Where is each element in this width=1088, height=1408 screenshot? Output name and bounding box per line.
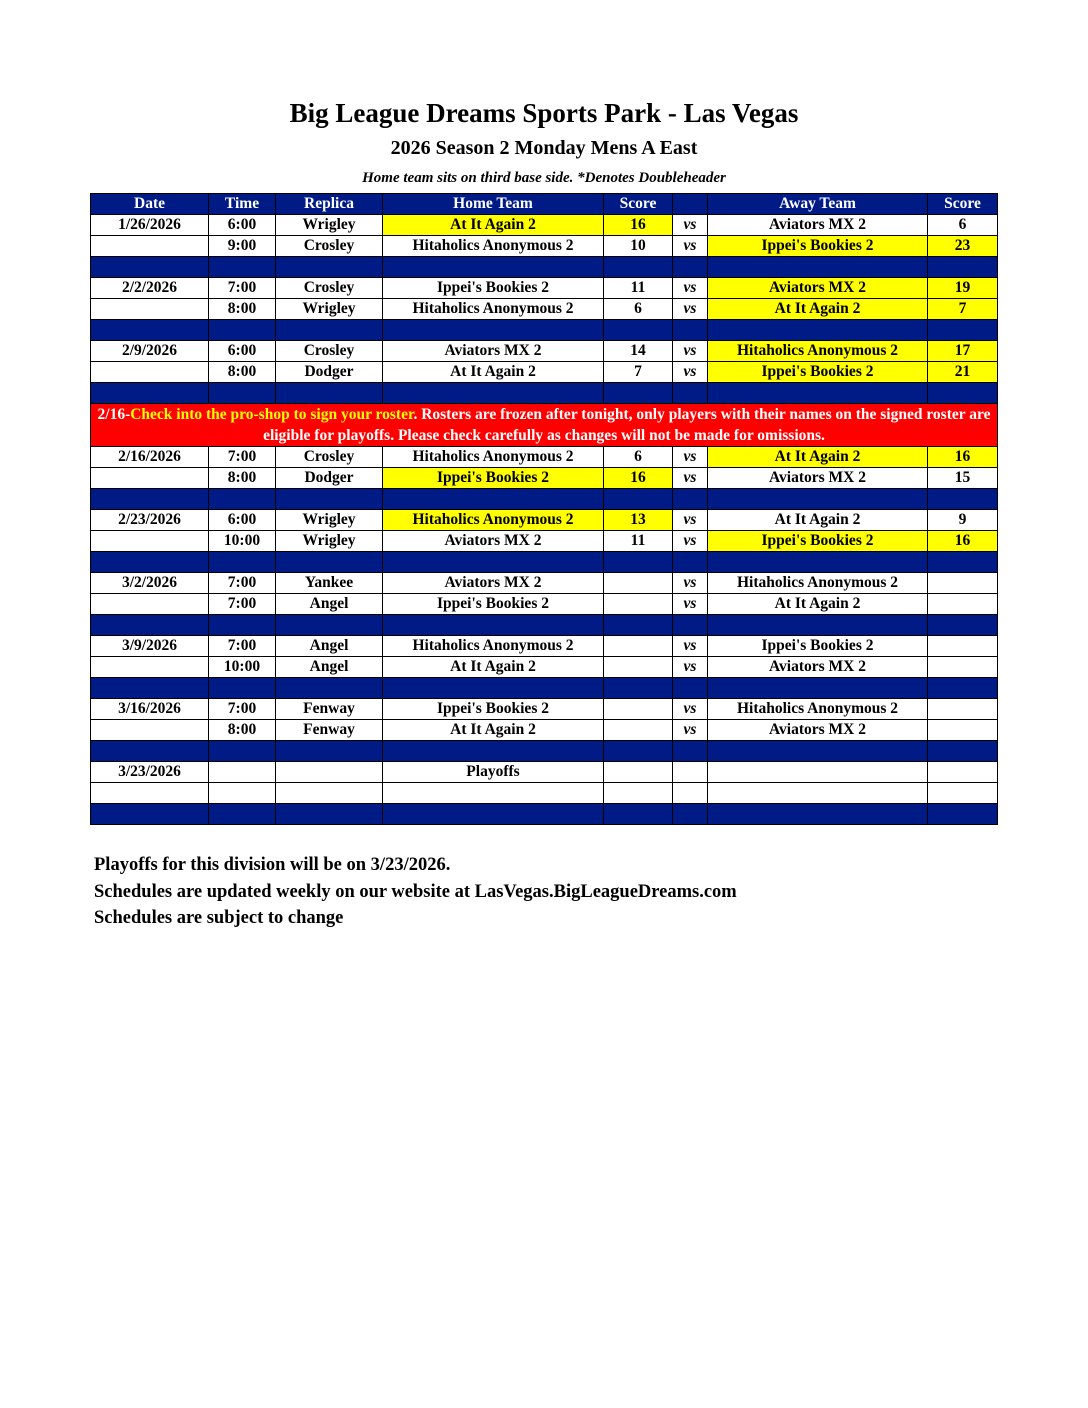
separator-cell xyxy=(276,320,383,341)
schedule-table xyxy=(90,193,998,825)
vs-label: vs xyxy=(673,636,708,657)
vs-label: vs xyxy=(673,362,708,383)
game-time: 7:00 xyxy=(209,636,276,657)
game-row xyxy=(91,594,998,615)
separator-cell xyxy=(383,383,604,404)
game-time: 8:00 xyxy=(209,468,276,489)
field-name: Fenway xyxy=(276,720,383,741)
separator-cell xyxy=(91,552,209,573)
game-time: 6:00 xyxy=(209,510,276,531)
home-score: 10 xyxy=(604,236,673,257)
separator-cell xyxy=(209,615,276,636)
away-team: Hitaholics Anonymous 2 xyxy=(708,341,928,362)
home-team: Ippei's Bookies 2 xyxy=(383,468,604,489)
game-time: 7:00 xyxy=(209,278,276,299)
field-name xyxy=(276,762,383,783)
week-separator-row xyxy=(91,383,998,404)
separator-cell xyxy=(604,552,673,573)
field-name: Fenway xyxy=(276,699,383,720)
field-name: Angel xyxy=(276,657,383,678)
home-score: 7 xyxy=(604,362,673,383)
separator-cell xyxy=(276,257,383,278)
separator-cell xyxy=(91,489,209,510)
separator-cell xyxy=(604,615,673,636)
home-team: Hitaholics Anonymous 2 xyxy=(383,510,604,531)
away-team: Ippei's Bookies 2 xyxy=(708,636,928,657)
page-title: Big League Dreams Sports Park - Las Vegas xyxy=(289,98,799,128)
home-team: At It Again 2 xyxy=(383,215,604,236)
away-score: 15 xyxy=(928,468,998,489)
game-time: 8:00 xyxy=(209,299,276,320)
separator-cell xyxy=(604,678,673,699)
separator-cell xyxy=(708,320,928,341)
vs-label: vs xyxy=(673,278,708,299)
game-date xyxy=(91,468,209,489)
col-header-replica: Replica xyxy=(276,194,383,215)
away-score xyxy=(928,573,998,594)
vs-label: vs xyxy=(673,447,708,468)
separator-cell xyxy=(383,741,604,762)
away-team: Ippei's Bookies 2 xyxy=(708,531,928,552)
week-separator-row xyxy=(91,804,998,825)
separator-cell xyxy=(928,320,998,341)
home-score: 11 xyxy=(604,278,673,299)
separator-cell xyxy=(708,552,928,573)
game-row xyxy=(91,215,998,236)
separator-cell xyxy=(604,320,673,341)
separator-cell xyxy=(91,804,209,825)
game-time xyxy=(209,762,276,783)
game-row xyxy=(91,573,998,594)
footer-line-subject: Schedules are subject to change xyxy=(94,908,344,928)
vs-label xyxy=(673,762,708,783)
away-team: At It Again 2 xyxy=(708,447,928,468)
game-date xyxy=(91,299,209,320)
game-row xyxy=(91,362,998,383)
separator-cell xyxy=(708,741,928,762)
vs-label: vs xyxy=(673,531,708,552)
game-time: 7:00 xyxy=(209,699,276,720)
table-header-row xyxy=(91,194,998,215)
vs-label: vs xyxy=(673,468,708,489)
separator-cell xyxy=(383,615,604,636)
home-score: 6 xyxy=(604,299,673,320)
home-team: Ippei's Bookies 2 xyxy=(383,699,604,720)
col-header-home-team: Home Team xyxy=(383,194,604,215)
home-score: 6 xyxy=(604,447,673,468)
away-team: At It Again 2 xyxy=(708,594,928,615)
game-row xyxy=(91,236,998,257)
separator-cell xyxy=(276,489,383,510)
away-team: Ippei's Bookies 2 xyxy=(708,236,928,257)
week-separator-row xyxy=(91,257,998,278)
separator-cell xyxy=(708,257,928,278)
home-team: Aviators MX 2 xyxy=(383,341,604,362)
separator-cell xyxy=(673,489,708,510)
game-time xyxy=(209,783,276,804)
separator-cell xyxy=(276,383,383,404)
separator-cell xyxy=(276,615,383,636)
game-time: 8:00 xyxy=(209,720,276,741)
field-name: Dodger xyxy=(276,362,383,383)
game-date xyxy=(91,236,209,257)
separator-cell xyxy=(209,678,276,699)
field-name: Crosley xyxy=(276,447,383,468)
home-team: Aviators MX 2 xyxy=(383,531,604,552)
separator-cell xyxy=(383,320,604,341)
away-score xyxy=(928,720,998,741)
notice-highlight: Check into the pro-shop to sign your roster xyxy=(130,406,414,423)
separator-cell xyxy=(708,489,928,510)
separator-cell xyxy=(708,678,928,699)
separator-cell xyxy=(604,804,673,825)
separator-cell xyxy=(276,552,383,573)
home-score xyxy=(604,699,673,720)
separator-cell xyxy=(928,804,998,825)
away-score xyxy=(928,783,998,804)
game-date xyxy=(91,594,209,615)
separator-cell xyxy=(209,489,276,510)
separator-cell xyxy=(276,678,383,699)
home-team: Hitaholics Anonymous 2 xyxy=(383,299,604,320)
home-score: 14 xyxy=(604,341,673,362)
field-name xyxy=(276,783,383,804)
home-team: Ippei's Bookies 2 xyxy=(383,278,604,299)
col-header-home-score: Score xyxy=(604,194,673,215)
separator-cell xyxy=(928,383,998,404)
game-date xyxy=(91,783,209,804)
separator-cell xyxy=(673,678,708,699)
home-team: Hitaholics Anonymous 2 xyxy=(383,236,604,257)
away-score: 19 xyxy=(928,278,998,299)
vs-label xyxy=(673,783,708,804)
home-team: Ippei's Bookies 2 xyxy=(383,594,604,615)
game-time: 10:00 xyxy=(209,531,276,552)
game-time: 6:00 xyxy=(209,215,276,236)
separator-cell xyxy=(209,320,276,341)
field-name: Angel xyxy=(276,594,383,615)
away-score xyxy=(928,636,998,657)
week-separator-row xyxy=(91,678,998,699)
game-date: 3/2/2026 xyxy=(91,573,209,594)
home-score: 13 xyxy=(604,510,673,531)
vs-label: vs xyxy=(673,236,708,257)
game-row xyxy=(91,531,998,552)
home-score: 11 xyxy=(604,531,673,552)
separator-cell xyxy=(383,257,604,278)
field-name: Wrigley xyxy=(276,215,383,236)
game-date: 2/23/2026 xyxy=(91,510,209,531)
vs-label: vs xyxy=(673,299,708,320)
away-score: 7 xyxy=(928,299,998,320)
away-team: Aviators MX 2 xyxy=(708,720,928,741)
game-date: 2/9/2026 xyxy=(91,341,209,362)
vs-label: vs xyxy=(673,720,708,741)
separator-cell xyxy=(604,741,673,762)
separator-cell xyxy=(383,804,604,825)
away-score xyxy=(928,657,998,678)
footer-line-playoffs: Playoffs for this division will be on 3/23/2026. xyxy=(94,855,451,875)
away-score: 16 xyxy=(928,447,998,468)
home-score xyxy=(604,636,673,657)
away-team: Hitaholics Anonymous 2 xyxy=(708,573,928,594)
separator-cell xyxy=(209,257,276,278)
game-time: 9:00 xyxy=(209,236,276,257)
game-time: 10:00 xyxy=(209,657,276,678)
away-team: Aviators MX 2 xyxy=(708,657,928,678)
home-score xyxy=(604,720,673,741)
away-score xyxy=(928,594,998,615)
roster-notice xyxy=(91,404,998,447)
separator-cell xyxy=(928,615,998,636)
game-row xyxy=(91,762,998,783)
separator-cell xyxy=(928,552,998,573)
field-name: Crosley xyxy=(276,236,383,257)
field-name: Crosley xyxy=(276,278,383,299)
vs-label: vs xyxy=(673,510,708,531)
separator-cell xyxy=(928,741,998,762)
page-subtitle: 2026 Season 2 Monday Mens A East xyxy=(390,137,698,159)
separator-cell xyxy=(673,383,708,404)
away-team: Aviators MX 2 xyxy=(708,215,928,236)
footer-notes xyxy=(94,852,737,932)
separator-cell xyxy=(673,741,708,762)
game-date xyxy=(91,657,209,678)
vs-label: vs xyxy=(673,573,708,594)
separator-cell xyxy=(708,383,928,404)
away-team xyxy=(708,762,928,783)
game-time: 7:00 xyxy=(209,573,276,594)
week-separator-row xyxy=(91,741,998,762)
game-date xyxy=(91,720,209,741)
separator-cell xyxy=(209,383,276,404)
notice-text: . Rosters are frozen after tonight, only players with their names on the signed roster are eligible for playoffs. Please check carefully as changes will not be made for omissions. xyxy=(263,406,991,444)
col-header-away-team: Away Team xyxy=(708,194,928,215)
home-team: At It Again 2 xyxy=(383,362,604,383)
field-name: Wrigley xyxy=(276,531,383,552)
game-row xyxy=(91,468,998,489)
field-name: Dodger xyxy=(276,468,383,489)
week-separator-row xyxy=(91,320,998,341)
game-date xyxy=(91,531,209,552)
separator-cell xyxy=(209,552,276,573)
separator-cell xyxy=(383,552,604,573)
away-score xyxy=(928,699,998,720)
home-score xyxy=(604,762,673,783)
vs-label: vs xyxy=(673,215,708,236)
separator-cell xyxy=(604,383,673,404)
field-name: Angel xyxy=(276,636,383,657)
away-team: Aviators MX 2 xyxy=(708,468,928,489)
away-score: 6 xyxy=(928,215,998,236)
home-team: At It Again 2 xyxy=(383,657,604,678)
roster-notice-row xyxy=(91,404,998,447)
away-score: 17 xyxy=(928,341,998,362)
week-separator-row xyxy=(91,552,998,573)
home-score xyxy=(604,783,673,804)
away-score: 16 xyxy=(928,531,998,552)
game-date: 1/26/2026 xyxy=(91,215,209,236)
separator-cell xyxy=(91,320,209,341)
away-team xyxy=(708,783,928,804)
game-row xyxy=(91,657,998,678)
game-date: 3/16/2026 xyxy=(91,699,209,720)
col-header-away-score: Score xyxy=(928,194,998,215)
home-team: Hitaholics Anonymous 2 xyxy=(383,447,604,468)
home-team: Aviators MX 2 xyxy=(383,573,604,594)
home-team: Hitaholics Anonymous 2 xyxy=(383,636,604,657)
separator-cell xyxy=(91,383,209,404)
separator-cell xyxy=(673,320,708,341)
game-row xyxy=(91,510,998,531)
away-team: At It Again 2 xyxy=(708,510,928,531)
game-time: 8:00 xyxy=(209,362,276,383)
home-team: At It Again 2 xyxy=(383,720,604,741)
separator-cell xyxy=(604,257,673,278)
game-time: 7:00 xyxy=(209,594,276,615)
separator-cell xyxy=(928,257,998,278)
game-date xyxy=(91,362,209,383)
field-name: Wrigley xyxy=(276,299,383,320)
game-row xyxy=(91,447,998,468)
separator-cell xyxy=(673,257,708,278)
home-team: Playoffs xyxy=(383,762,604,783)
vs-label: vs xyxy=(673,594,708,615)
separator-cell xyxy=(928,489,998,510)
footer-line-website: Schedules are updated weekly on our website at LasVegas.BigLeagueDreams.com xyxy=(94,881,737,902)
home-score: 16 xyxy=(604,468,673,489)
vs-label: vs xyxy=(673,341,708,362)
separator-cell xyxy=(928,678,998,699)
separator-cell xyxy=(673,804,708,825)
game-date: 2/16/2026 xyxy=(91,447,209,468)
away-team: Aviators MX 2 xyxy=(708,278,928,299)
vs-label: vs xyxy=(673,699,708,720)
field-name: Yankee xyxy=(276,573,383,594)
separator-cell xyxy=(383,678,604,699)
separator-cell xyxy=(604,489,673,510)
col-header-time: Time xyxy=(209,194,276,215)
game-row xyxy=(91,278,998,299)
separator-cell xyxy=(708,615,928,636)
separator-cell xyxy=(673,552,708,573)
away-team: At It Again 2 xyxy=(708,299,928,320)
home-score xyxy=(604,657,673,678)
separator-cell xyxy=(91,678,209,699)
vs-label: vs xyxy=(673,657,708,678)
separator-cell xyxy=(209,804,276,825)
notice-date: 2/16- xyxy=(97,406,131,423)
game-time: 7:00 xyxy=(209,447,276,468)
home-team xyxy=(383,783,604,804)
week-separator-row xyxy=(91,615,998,636)
game-row xyxy=(91,341,998,362)
separator-cell xyxy=(91,615,209,636)
field-name: Crosley xyxy=(276,341,383,362)
away-score: 9 xyxy=(928,510,998,531)
game-date: 3/9/2026 xyxy=(91,636,209,657)
away-score xyxy=(928,762,998,783)
separator-cell xyxy=(276,741,383,762)
away-score: 21 xyxy=(928,362,998,383)
game-time: 6:00 xyxy=(209,341,276,362)
col-header-vs xyxy=(673,194,708,215)
game-row xyxy=(91,783,998,804)
away-team: Hitaholics Anonymous 2 xyxy=(708,699,928,720)
home-score xyxy=(604,573,673,594)
separator-cell xyxy=(91,741,209,762)
home-score: 16 xyxy=(604,215,673,236)
separator-cell xyxy=(276,804,383,825)
game-row xyxy=(91,699,998,720)
separator-cell xyxy=(209,741,276,762)
away-team: Ippei's Bookies 2 xyxy=(708,362,928,383)
separator-cell xyxy=(383,489,604,510)
home-score xyxy=(604,594,673,615)
game-date: 3/23/2026 xyxy=(91,762,209,783)
separator-cell xyxy=(673,615,708,636)
away-score: 23 xyxy=(928,236,998,257)
col-header-date: Date xyxy=(91,194,209,215)
game-row xyxy=(91,636,998,657)
game-row xyxy=(91,299,998,320)
separator-cell xyxy=(708,804,928,825)
game-date: 2/2/2026 xyxy=(91,278,209,299)
field-name: Wrigley xyxy=(276,510,383,531)
schedule-note: Home team sits on third base side. *Denotes Doubleheader xyxy=(362,170,726,186)
game-row xyxy=(91,720,998,741)
week-separator-row xyxy=(91,489,998,510)
separator-cell xyxy=(91,257,209,278)
